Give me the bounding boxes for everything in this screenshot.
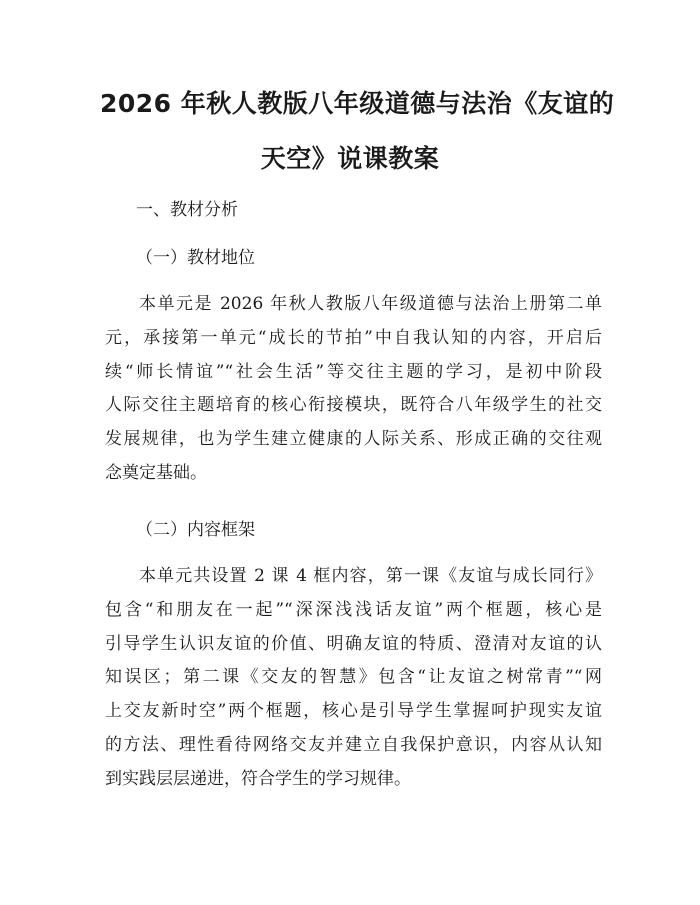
paragraph-line: 包含“和朋友在一起”“深深浅浅话友谊”两个框题，核心是 [105, 599, 602, 620]
paragraph-line: 续“师长情谊”“社会生活”等交往主题的学习，是初中阶段 [105, 361, 602, 382]
section-heading-textbook-analysis: 一、教材分析 [136, 200, 238, 220]
paragraph-line: 上交友新时空”两个框题，核心是引导学生掌握呵护现实友谊 [105, 701, 602, 722]
subsection-heading-textbook-status: （一）教材地位 [136, 248, 255, 268]
paragraph-line: 知误区；第二课《交友的智慧》包含“让友谊之树常青”“网 [105, 667, 602, 688]
paragraph-line: 引导学生认识友谊的价值、明确友谊的特质、澄清对友谊的认 [105, 633, 602, 654]
paragraph-line: 人际交往主题培育的核心衔接模块，既符合八年级学生的社交 [105, 395, 602, 416]
paragraph-line: 本单元共设置 2 课 4 框内容，第一课《友谊与成长同行》 [139, 566, 602, 586]
paragraph-textbook-status [105, 288, 602, 491]
document-title-line-2: 天空》说课教案 [260, 144, 440, 173]
paragraph-line: 的方法、理性看待网络交友并建立自我保护意识，内容从认知 [105, 734, 602, 755]
subsection-heading-content-framework: （二）内容框架 [136, 520, 255, 540]
paragraph-line: 念奠定基础。 [105, 462, 207, 483]
paragraph-line: 发展规律，也为学生建立健康的人际关系、形成正确的交往观 [105, 429, 602, 450]
paragraph-line: 本单元是 2026 年秋人教版八年级道德与法治上册第二单 [139, 294, 602, 314]
paragraph-content-framework [105, 560, 602, 797]
document-title-line-1: 2026 年秋人教版八年级道德与法治《友谊的 [100, 89, 615, 118]
paragraph-line: 到实践层层递进，符合学生的学习规律。 [105, 768, 411, 789]
paragraph-line: 元，承接第一单元“成长的节拍”中自我认知的内容，开启后 [105, 327, 602, 348]
